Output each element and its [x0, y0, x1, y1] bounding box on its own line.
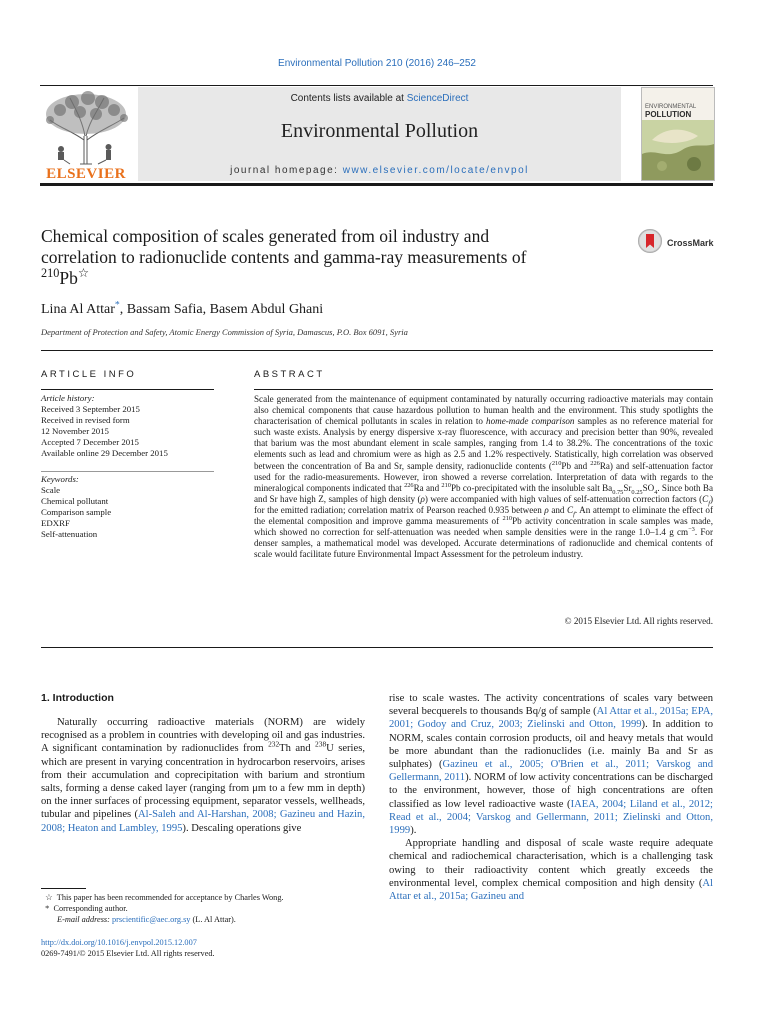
intro-right-column	[389, 692, 713, 903]
subscript: 0.75	[612, 488, 624, 496]
symbol-c: C	[702, 493, 709, 504]
abstract-segment: SO	[642, 482, 655, 493]
email-link[interactable]: prscientific@aec.org.sy	[112, 915, 191, 924]
subscript: f	[708, 499, 710, 507]
citation-link[interactable]: Gazineu et al., 2005; O'Brien et al., 2011; Varskog and Gellermann, 2011	[389, 759, 713, 784]
isotope-mass: 238	[315, 739, 327, 749]
crossmark-icon[interactable]	[638, 229, 662, 253]
footnote-rule	[41, 888, 86, 889]
footnote-star: ☆ This paper has been recommended for acceptance by Charles Wong.	[41, 893, 284, 902]
author-lina-al-attar: Lina Al Attar	[41, 302, 115, 317]
intro-left-column	[41, 716, 365, 835]
symbol-rho: ρ	[544, 504, 549, 515]
abstract-segment: . For denser samples, a mathematical model was developed. Accurate determinations of radionuclide and chemical contents of scale would facilitate future Environmental Impact Assessment for the petroleum industry.	[254, 527, 713, 560]
abstract-segment: and	[548, 504, 567, 515]
citation-link[interactable]: Al-Saleh and Al-Harshan, 2008; Gazineu and Hazin, 2008; Heaton and Lambley, 1995	[41, 809, 365, 834]
doi-link[interactable]: http://dx.doi.org/10.1016/j.envpol.2015.12.007	[41, 938, 197, 947]
isotope-mass: 210	[551, 459, 562, 467]
email-owner: (L. Al Attar).	[190, 915, 236, 924]
history-online: Available online 29 December 2015	[41, 448, 168, 458]
abstract-segment: Pb co-precipitated with the insoluble salt Ba	[450, 482, 613, 493]
corresponding-author-mark[interactable]: *	[114, 299, 120, 311]
abstract-italic: home-made comparison	[486, 416, 575, 427]
intro-paragraph	[389, 692, 713, 837]
abstract-heading: ABSTRACT	[254, 369, 325, 380]
exponent: −3	[688, 526, 695, 534]
isotope-mass: 232	[268, 739, 280, 749]
intro-paragraph	[389, 837, 713, 903]
author-list	[41, 299, 324, 318]
keywords-label: Keywords:	[41, 474, 79, 484]
keyword: Chemical pollutant	[41, 496, 109, 506]
isotope-mass: 226	[404, 481, 414, 489]
history-accepted: Accepted 7 December 2015	[41, 437, 139, 447]
section-divider	[41, 647, 713, 648]
sciencedirect-link[interactable]: ScienceDirect	[406, 93, 469, 104]
keyword: Comparison sample	[41, 507, 112, 517]
article-info-rule	[41, 389, 214, 390]
header-top-rule	[40, 85, 713, 86]
intro-text: Appropriate handling and disposal of scale waste require adequate chemical and radiochemical characterisation, which is a challenging task owing to their radioactivity content which greatly exceeds the environmental level, complex chemical composition and high density (	[389, 838, 713, 889]
contents-line	[138, 93, 621, 104]
homepage-prefix: journal homepage:	[230, 165, 343, 176]
abstract-copyright: © 2015 Elsevier Ltd. All rights reserved.	[564, 616, 713, 626]
footnote-text: This paper has been recommended for acceptance by Charles Wong.	[56, 893, 284, 902]
affiliation: Department of Protection and Safety, Atomic Energy Commission of Syria, Damascus, P.O. Box 6091, Syria	[41, 327, 408, 337]
subscript: 4	[654, 488, 658, 496]
title-line-2: correlation to radionuclide contents and gamma-ray measurements of	[41, 247, 527, 267]
title-isotope-mass: 210	[41, 266, 60, 281]
abstract-segment: . Since both Ba and Sr have high Z, samples of high density (	[254, 482, 713, 504]
abstract-text	[254, 394, 713, 560]
symbol-rho: ρ	[420, 493, 425, 504]
contents-prefix: Contents lists available at	[290, 93, 407, 104]
other-authors: , Bassam Safia, Basem Abdul Ghani	[119, 302, 324, 317]
title-isotope-symbol: Pb	[59, 268, 78, 288]
article-info-heading: ARTICLE INFO	[41, 369, 137, 380]
journal-citation[interactable]: Environmental Pollution 210 (2016) 246–252	[278, 58, 476, 69]
subscript: 0.25	[631, 488, 643, 496]
history-label: Article history:	[41, 393, 95, 403]
issn-copyright: 0269-7491/© 2015 Elsevier Ltd. All rights reserved.	[41, 949, 215, 958]
article-title	[41, 226, 631, 289]
intro-text: ).	[410, 825, 417, 837]
homepage-link[interactable]: www.elsevier.com/locate/envpol	[342, 165, 529, 176]
abstract-segment: samples as no reference material for such waste exists. Analysis by energy dispersive x-ray fluorescence, with accuracy and precision better than 90%, revealed that barium was the most abundant element in scale samples, ranging from 1.4 to 38.2%. The concentrations of the toxic elements such as lead and chromium were as high as 2.5 and 1.2% respectively. Statistically, high correlation was observed between the concentration of Ba and Sr, sample density, radionuclide contents (	[254, 416, 713, 471]
keyword: Scale	[41, 485, 61, 495]
intro-text: ). Descaling operations give	[182, 822, 302, 834]
title-star-footnote[interactable]: ☆	[77, 266, 89, 281]
section-divider	[41, 350, 713, 351]
intro-text: Th and	[279, 743, 316, 755]
abstract-rule	[254, 389, 713, 390]
abstract-segment: Ra and	[413, 482, 442, 493]
footnote-text: Corresponding author.	[53, 904, 128, 913]
abstract-segment: Pb activity concentration in scale samples was made, which showed no correction for self-attenuation was needed when sample densities were in the range 1.0–1.4 g cm	[254, 516, 713, 538]
doi-block	[41, 937, 215, 959]
journal-cover-image[interactable]	[641, 87, 715, 181]
intro-text: rise to scale wastes. The activity concentrations of scales vary between several becquerels to thousands Bq/g of sample (	[389, 693, 713, 718]
footnote-corresponding: * Corresponding author.	[41, 904, 128, 913]
history-revised-date: 12 November 2015	[41, 426, 109, 436]
cover-title: POLLUTION	[645, 110, 692, 119]
article-history	[41, 393, 221, 459]
isotope-mass: 210	[441, 481, 451, 489]
introduction-heading: 1. Introduction	[41, 692, 114, 704]
citation-link[interactable]: Al Attar et al., 2015a; EPA, 2001; Godoy and Cruz, 2003; Zielinski and Otton, 1999	[389, 706, 713, 731]
citation-link[interactable]: IAEA, 2004; Liland et al., 2012; Read et al., 2004; Varskog and Gellermann, 2011; Zielinski and Otton, 1999	[389, 798, 713, 837]
symbol-c: C	[567, 504, 574, 515]
citation-link[interactable]: Al Attar et al., 2015a; Gazineu and	[389, 877, 713, 903]
email-label: E-mail address:	[57, 915, 112, 924]
subscript: f	[573, 510, 575, 518]
intro-text: Naturally occurring radioactive materials (NORM) are widely recognised as a problem in countries with developing oil and gas industries. A significant contamination by radionuclides from	[41, 717, 365, 755]
intro-text: U series, which are present in varying concentration in hydrocarbon reservoirs, arises from their accumulation and coprecipitation with barium and strontium salts, forming a dense caked layer (ranging from μm to a few mm in depth) on the inner surfaces of processing equipment, separator vessels, wellheads, tubular and pipelines (	[41, 743, 365, 821]
abstract-segment: Pb and	[561, 460, 591, 471]
journal-homepage	[138, 165, 621, 176]
intro-text: ). NORM of low activity concentrations can be discharged to the environment, however, those of high concentrations are often classified as low level radioactive waste (	[389, 772, 713, 810]
keyword: EDXRF	[41, 518, 70, 528]
abstract-segment: Ra) and self-attenuation factor used for the radio-measurements. However, iron showed a reverse correlation. Interpretation of data with regards to the mineralogical components indicated that	[254, 460, 714, 493]
isotope-mass: 226	[590, 459, 600, 467]
footnotes	[41, 892, 371, 925]
keywords	[41, 474, 221, 540]
title-line-1: Chemical composition of scales generated from oil industry and	[41, 226, 490, 246]
crossmark-label[interactable]: CrossMark	[667, 238, 714, 248]
abstract-segment: ) were accompanied with high values of self-attenuation correction factors (	[424, 493, 703, 504]
footnote-email	[41, 914, 371, 925]
abstract-segment: Sr	[623, 482, 632, 493]
intro-text: ). In addition to NORM, scales contain corrosion products, oil and heavy metals that would be more abundant than the radionuclides (i.e. mainly Ba and Sr as sulphates) (	[389, 719, 714, 771]
header-bottom-rule	[40, 183, 713, 186]
keywords-rule	[41, 471, 214, 472]
abstract-segment: Scale generated from the maintenance of equipment contaminated by naturally occurring radioactive materials may contain also chemical components that cause hazardous pollution to human health and the environment. This study spotlights the characterisation of chemical pollutants in scales in relation to	[254, 394, 713, 427]
abstract-segment: ) for the emitted radiation; correlation matrix of Pearson reached 0.935 between	[254, 493, 713, 515]
history-received: Received 3 September 2015	[41, 404, 140, 414]
keyword: Self-attenuation	[41, 529, 98, 539]
history-revised-label: Received in revised form	[41, 415, 130, 425]
isotope-mass: 210	[502, 515, 513, 522]
publisher-name: ELSEVIER	[46, 166, 126, 182]
journal-name: Environmental Pollution	[280, 120, 479, 142]
abstract-segment: . An attempt to eliminate the effect of the elemental composition and improve gamma measurements of	[254, 504, 713, 527]
cover-small-text: ENVIRONMENTAL	[645, 104, 697, 110]
